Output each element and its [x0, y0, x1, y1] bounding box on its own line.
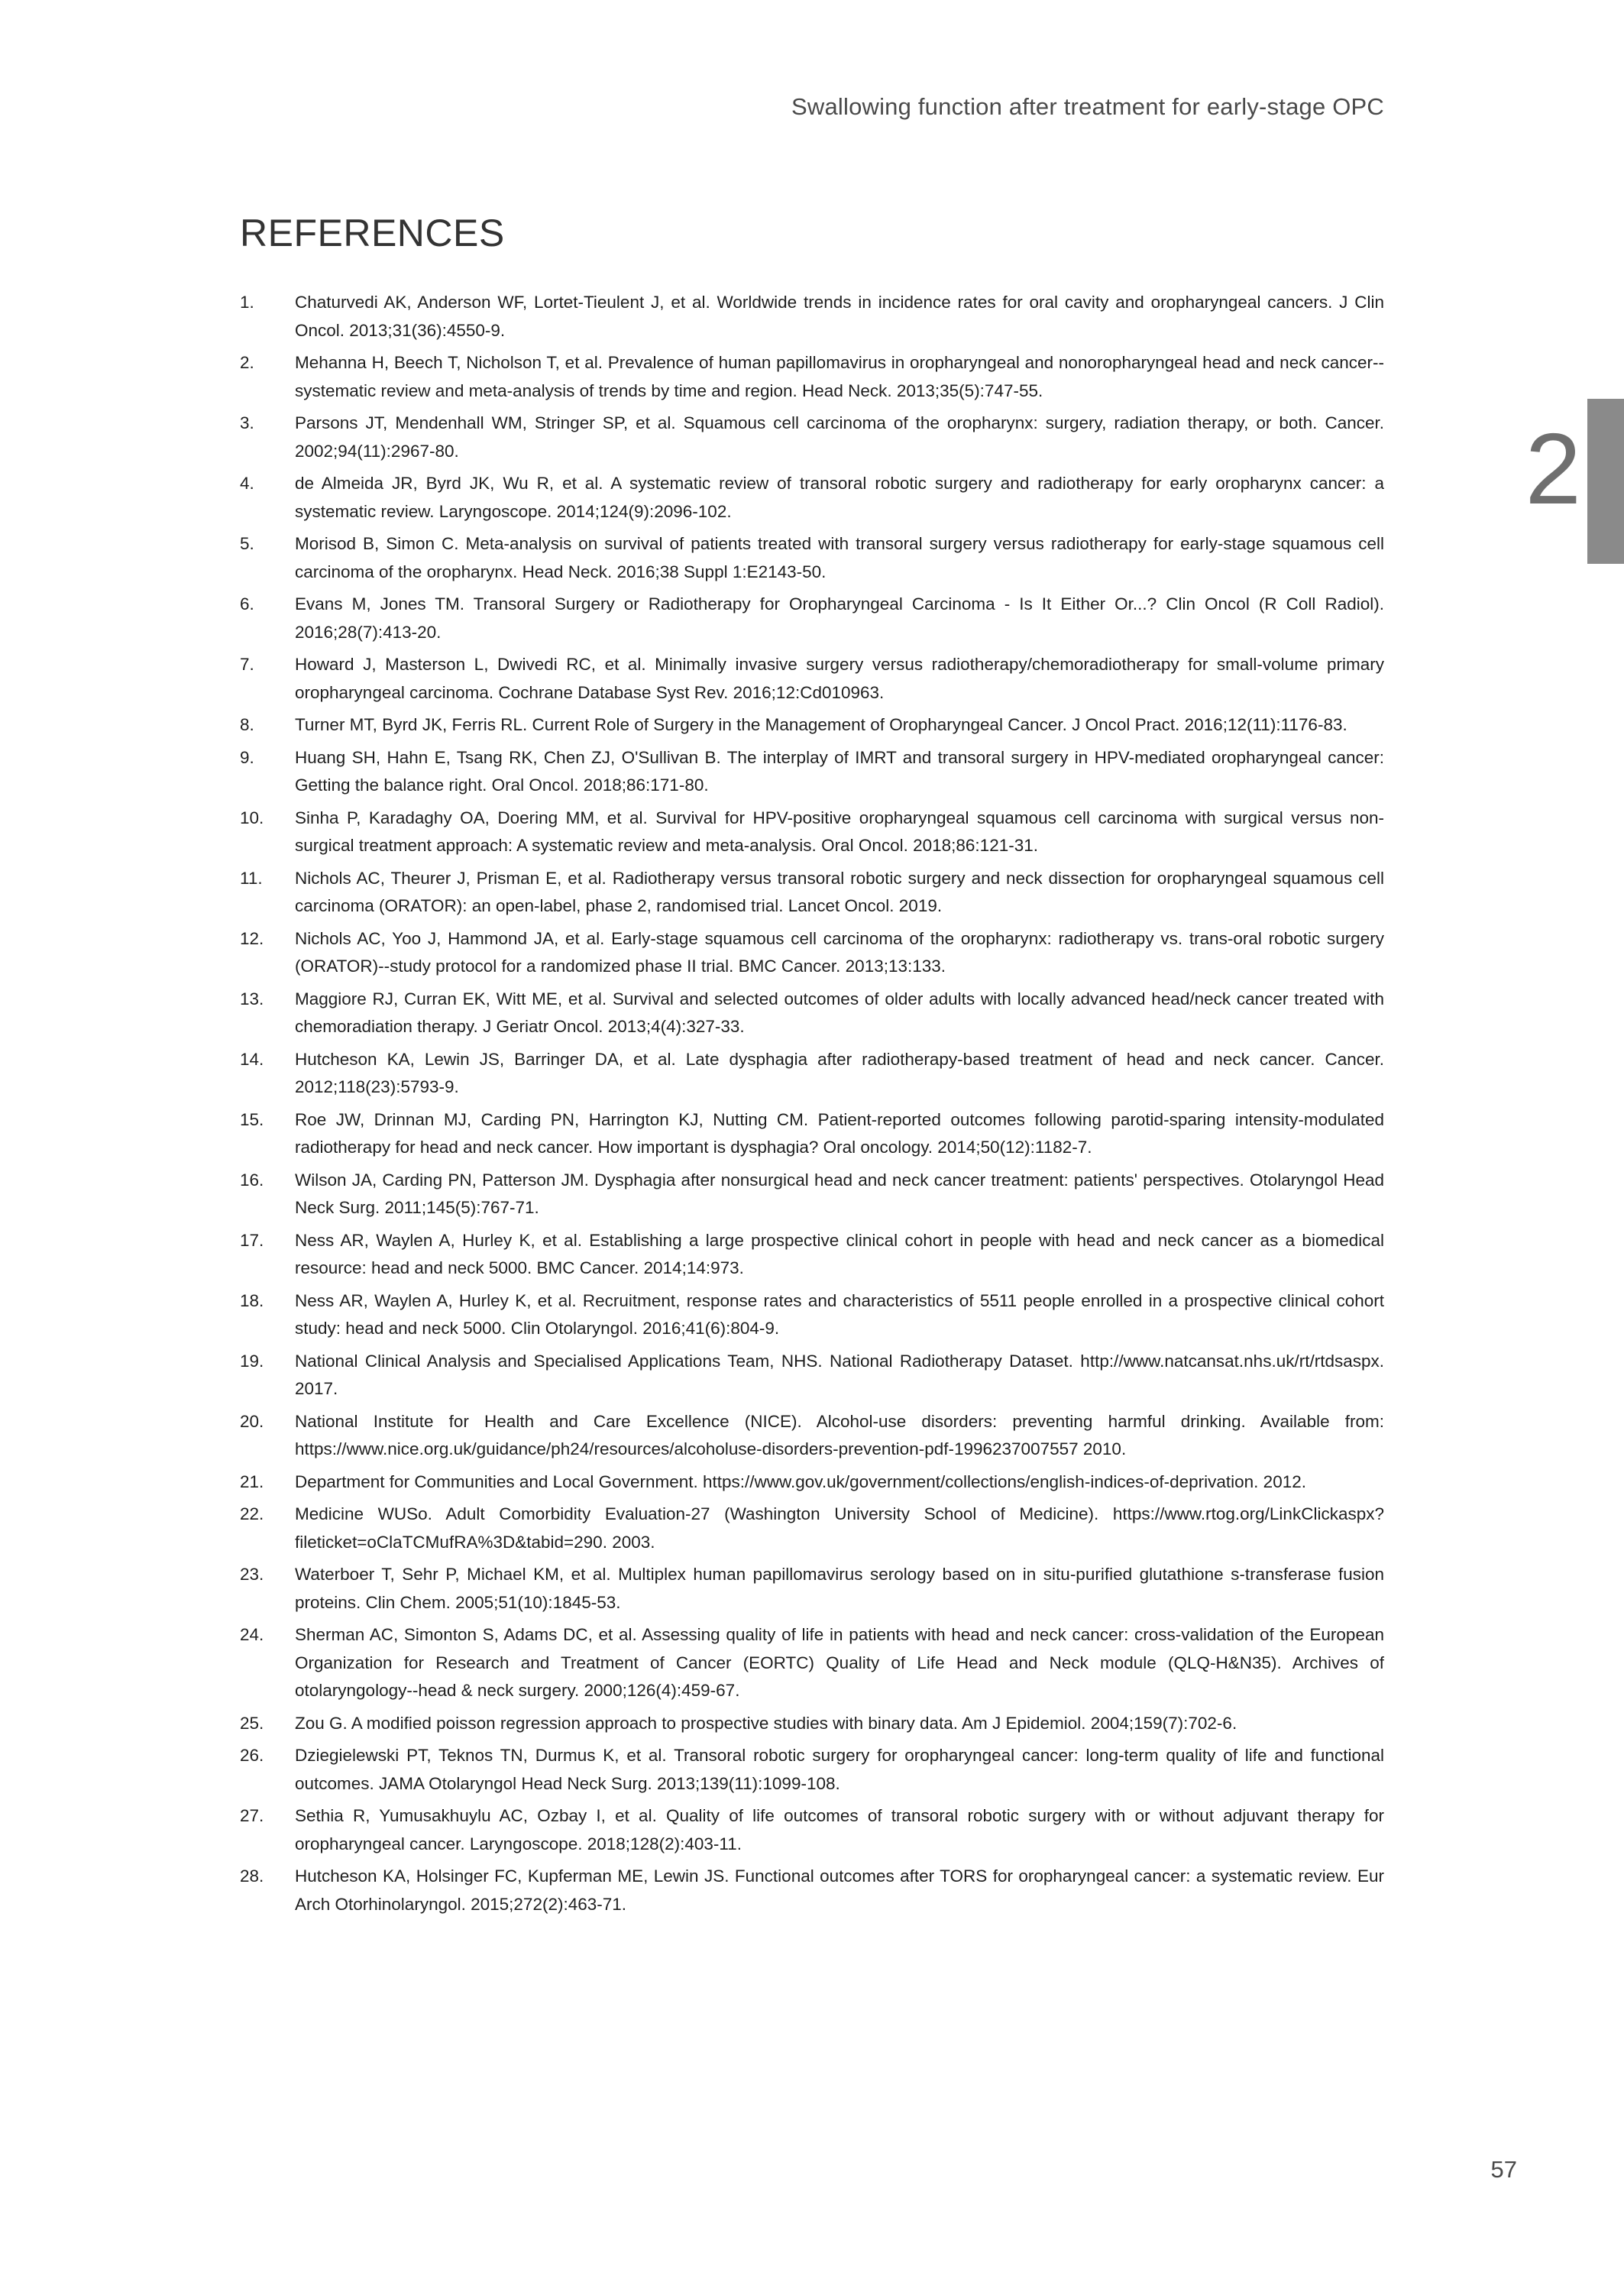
reference-item [240, 1468, 1384, 1497]
reference-text: Huang SH, Hahn E, Tsang RK, Chen ZJ, O'Sullivan B. The interplay of IMRT and transoral surgery in HPV-mediated oropharyngeal cancer: Getting the balance right. Oral Oncol. 2018;86:171-80. [295, 747, 1384, 795]
reference-item [240, 986, 1384, 1041]
reference-number: 7. [240, 655, 254, 674]
reference-number: 20. [240, 1411, 264, 1431]
reference-item [240, 1621, 1384, 1705]
reference-item [240, 1287, 1384, 1343]
reference-number: 17. [240, 1230, 264, 1250]
reference-text: Parsons JT, Mendenhall WM, Stringer SP, et al. Squamous cell carcinoma of the oropharynx: surgery, radiation therapy, or both. Cancer. 2002;94(11):2967-80. [295, 413, 1384, 461]
reference-item [240, 1167, 1384, 1222]
reference-number: 22. [240, 1504, 264, 1523]
reference-item [240, 530, 1384, 586]
reference-number: 19. [240, 1351, 264, 1371]
reference-text: Wilson JA, Carding PN, Patterson JM. Dysphagia after nonsurgical head and neck cancer treatment: patients' perspectives. Otolaryngol Head Neck Surg. 2011;145(5):767-71. [295, 1170, 1384, 1217]
reference-item [240, 1742, 1384, 1798]
reference-item [240, 349, 1384, 405]
reference-number: 23. [240, 1565, 264, 1584]
reference-number: 1. [240, 293, 254, 312]
chapter-tab [1587, 399, 1624, 564]
reference-number: 5. [240, 534, 254, 553]
reference-item [240, 470, 1384, 526]
reference-number: 18. [240, 1290, 264, 1310]
reference-item [240, 1561, 1384, 1617]
reference-text: Zou G. A modified poisson regression approach to prospective studies with binary data. Am J Epidemiol. 2004;159(7):702-6. [295, 1713, 1237, 1733]
reference-item [240, 1106, 1384, 1162]
reference-item [240, 1046, 1384, 1102]
reference-item [240, 591, 1384, 646]
reference-item [240, 744, 1384, 800]
reference-text: Waterboer T, Sehr P, Michael KM, et al. Multiplex human papillomavirus serology based on in situ-purified glutathione s-transferase fusion proteins. Clin Chem. 2005;51(10):1845-53. [295, 1565, 1384, 1612]
reference-item [240, 865, 1384, 921]
reference-number: 26. [240, 1746, 264, 1765]
reference-number: 24. [240, 1625, 264, 1644]
reference-item [240, 410, 1384, 465]
reference-item [240, 925, 1384, 981]
reference-text: Mehanna H, Beech T, Nicholson T, et al. Prevalence of human papillomavirus in oropharyngeal and nonoropharyngeal head and neck cancer--systematic review and meta-analysis of trends by time and region. Head Neck. 2013;35(5):747-55. [295, 353, 1384, 400]
reference-text: Hutcheson KA, Lewin JS, Barringer DA, et al. Late dysphagia after radiotherapy-based treatment of head and neck cancer. Cancer. 2012;118(23):5793-9. [295, 1049, 1384, 1096]
reference-number: 28. [240, 1866, 264, 1886]
reference-item [240, 289, 1384, 345]
reference-number: 12. [240, 928, 264, 948]
reference-text: Nichols AC, Theurer J, Prisman E, et al. Radiotherapy versus transoral robotic surgery and neck dissection for oropharyngeal squamous cell carcinoma (ORATOR): an open-label, phase 2, randomised trial. Lancet Oncol. 2019. [295, 868, 1384, 915]
chapter-number: 2 [1525, 413, 1581, 525]
reference-text: Department for Communities and Local Government. https://www.gov.uk/government/collections/english-indices-of-deprivation. 2012. [295, 1471, 1306, 1491]
reference-text: Chaturvedi AK, Anderson WF, Lortet-Tieulent J, et al. Worldwide trends in incidence rates for oral cavity and oropharyngeal cancers. J Clin Oncol. 2013;31(36):4550-9. [295, 293, 1384, 340]
reference-number: 21. [240, 1471, 264, 1491]
reference-number: 16. [240, 1170, 264, 1190]
reference-number: 25. [240, 1713, 264, 1733]
reference-list [240, 289, 1384, 1923]
reference-text: Morisod B, Simon C. Meta-analysis on survival of patients treated with transoral surgery versus radiotherapy for early-stage squamous cell carcinoma of the oropharynx. Head Neck. 2016;38 Suppl 1:E2143-50. [295, 534, 1384, 581]
reference-item [240, 1710, 1384, 1738]
section-title: REFERENCES [240, 212, 505, 254]
page-number: 57 [1490, 2156, 1517, 2183]
reference-item [240, 711, 1384, 740]
reference-text: Evans M, Jones TM. Transoral Surgery or Radiotherapy for Oropharyngeal Carcinoma - Is It Either Or...? Clin Oncol (R Coll Radiol). 2016;28(7):413-20. [295, 594, 1384, 642]
reference-item [240, 1863, 1384, 1918]
reference-item [240, 1408, 1384, 1464]
reference-text: Maggiore RJ, Curran EK, Witt ME, et al. Survival and selected outcomes of older adults with locally advanced head/neck cancer treated with chemoradiation therapy. J Geriatr Oncol. 2013;4(4):327-33. [295, 989, 1384, 1036]
reference-text: Howard J, Masterson L, Dwivedi RC, et al. Minimally invasive surgery versus radiotherapy/chemoradiotherapy for small-volume primary oropharyngeal carcinoma. Cochrane Database Syst Rev. 2016;12:Cd010963. [295, 655, 1384, 702]
reference-number: 8. [240, 715, 254, 734]
reference-number: 4. [240, 474, 254, 493]
reference-item [240, 651, 1384, 707]
reference-number: 27. [240, 1806, 264, 1825]
reference-number: 3. [240, 413, 254, 432]
reference-text: Ness AR, Waylen A, Hurley K, et al. Recruitment, response rates and characteristics of 5511 people enrolled in a prospective clinical cohort study: head and neck 5000. Clin Otolaryngol. 2016;41(6):804-9. [295, 1290, 1384, 1338]
reference-text: Roe JW, Drinnan MJ, Carding PN, Harrington KJ, Nutting CM. Patient-reported outcomes following parotid-sparing intensity-modulated radiotherapy for head and neck cancer. How important is dysphagia? Oral oncology. 2014;50(12):1182-7. [295, 1109, 1384, 1157]
reference-number: 15. [240, 1109, 264, 1129]
reference-text: Sethia R, Yumusakhuylu AC, Ozbay I, et al. Quality of life outcomes of transoral robotic surgery with or without adjuvant therapy for oropharyngeal cancer. Laryngoscope. 2018;128(2):403-11. [295, 1806, 1384, 1853]
running-header: Swallowing function after treatment for early-stage OPC [791, 93, 1384, 120]
reference-text: Sherman AC, Simonton S, Adams DC, et al. Assessing quality of life in patients with head and neck cancer: cross-validation of the European Organization for Research and Treatment of Cancer (EORTC) Quality of Life Head and Neck module (QLQ-H&N35). Archives of otolaryngology--head & neck surgery. 2000;126(4):459-67. [295, 1625, 1384, 1700]
reference-number: 6. [240, 594, 254, 613]
reference-item [240, 804, 1384, 860]
reference-text: Nichols AC, Yoo J, Hammond JA, et al. Early-stage squamous cell carcinoma of the oropharynx: radiotherapy vs. trans-oral robotic surgery (ORATOR)--study protocol for a randomized phase II trial. BMC Cancer. 2013;13:133. [295, 928, 1384, 976]
reference-text: Medicine WUSo. Adult Comorbidity Evaluation-27 (Washington University School of Medicine). https://www.rtog.org/LinkClickaspx?fileticket=oClaTCMufRA%3D&tabid=290. 2003. [295, 1504, 1384, 1552]
reference-text: de Almeida JR, Byrd JK, Wu R, et al. A systematic review of transoral robotic surgery and radiotherapy for early oropharynx cancer: a systematic review. Laryngoscope. 2014;124(9):2096-102. [295, 474, 1384, 521]
reference-item [240, 1500, 1384, 1556]
reference-number: 9. [240, 747, 254, 767]
reference-text: Hutcheson KA, Holsinger FC, Kupferman ME, Lewin JS. Functional outcomes after TORS for oropharyngeal cancer: a systematic review. Eur Arch Otorhinolaryngol. 2015;272(2):463-71. [295, 1866, 1384, 1914]
reference-text: National Institute for Health and Care Excellence (NICE). Alcohol-use disorders: preventing harmful drinking. Available from: https://www.nice.org.uk/guidance/ph24/resources/alcoholuse-disorders-prevention-pdf-1996237007557 2010. [295, 1411, 1384, 1458]
reference-item [240, 1802, 1384, 1858]
reference-item [240, 1348, 1384, 1403]
reference-number: 14. [240, 1049, 264, 1069]
reference-number: 10. [240, 808, 264, 827]
reference-item [240, 1227, 1384, 1283]
reference-text: Turner MT, Byrd JK, Ferris RL. Current Role of Surgery in the Management of Oropharyngeal Cancer. J Oncol Pract. 2016;12(11):1176-83. [295, 715, 1347, 734]
reference-number: 11. [240, 868, 263, 888]
reference-text: National Clinical Analysis and Specialised Applications Team, NHS. National Radiotherapy Dataset. http://www.natcansat.nhs.uk/rt/rtdsaspx. 2017. [295, 1351, 1384, 1398]
reference-text: Sinha P, Karadaghy OA, Doering MM, et al. Survival for HPV-positive oropharyngeal squamous cell carcinoma with surgical versus non-surgical treatment approach: A systematic review and meta-analysis. Oral Oncol. 2018;86:121-31. [295, 808, 1384, 855]
reference-number: 2. [240, 353, 254, 372]
reference-number: 13. [240, 989, 264, 1008]
reference-text: Dziegielewski PT, Teknos TN, Durmus K, et al. Transoral robotic surgery for oropharyngeal cancer: long-term quality of life and functional outcomes. JAMA Otolaryngol Head Neck Surg. 2013;139(11):1099-108. [295, 1746, 1384, 1793]
reference-text: Ness AR, Waylen A, Hurley K, et al. Establishing a large prospective clinical cohort in people with head and neck cancer as a biomedical resource: head and neck 5000. BMC Cancer. 2014;14:973. [295, 1230, 1384, 1277]
